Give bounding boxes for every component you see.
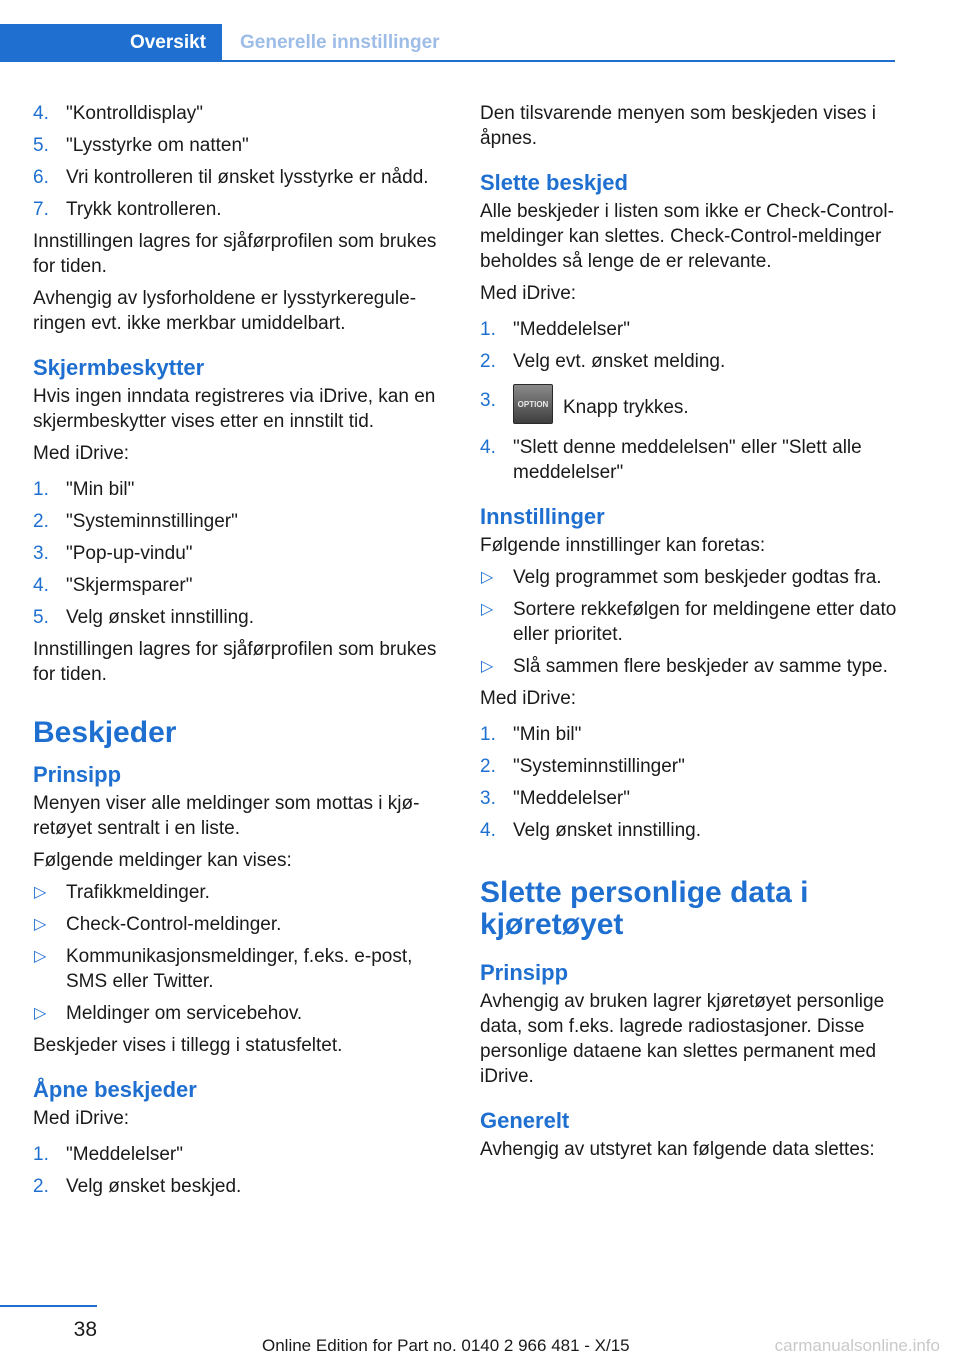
paragraph: Følgende innstillinger kan foretas: — [480, 535, 766, 556]
list-item: ▷ Slå sammen flere beskjeder av samme type. — [481, 656, 888, 677]
list-item: 3. "Pop-up-vindu" — [33, 543, 193, 564]
paragraph: Følgende meldinger kan vises: — [33, 850, 292, 871]
steps-delete — [480, 317, 900, 485]
triangle-bullet-icon: ▷ — [481, 601, 494, 618]
steps-brightness — [33, 101, 451, 222]
steps-settings — [480, 722, 900, 843]
right-column — [480, 101, 900, 1169]
triangle-bullet-icon: ▷ — [34, 948, 47, 965]
bullets-settings — [480, 565, 900, 679]
tab-oversikt[interactable]: Oversikt — [0, 24, 222, 62]
heading-principle-2: Prinsipp — [480, 960, 569, 985]
left-column — [33, 101, 451, 1206]
list-item: 2. Velg ønsket beskjed. — [33, 1176, 242, 1197]
list-item: 6. Vri kontrolleren til ønsket lysstyrke er nådd. — [33, 167, 429, 188]
triangle-bullet-icon: ▷ — [34, 916, 47, 933]
list-item: ▷ Trafikkmeldinger. — [34, 882, 210, 903]
list-item: ▷ Velg programmet som beskjeder godtas fra. — [481, 567, 882, 588]
header-divider — [0, 60, 895, 62]
list-item: ▷ Sortere rekkefølgen for meldingene etter dato eller prioritet. — [481, 599, 897, 645]
paragraph: Med iDrive: — [33, 443, 130, 464]
paragraph: Menyen viser alle meldinger som mottas i kjøretøyet sentralt i en liste. — [33, 793, 420, 839]
heading-general: Generelt — [480, 1108, 570, 1133]
paragraph: Avhengig av utstyret kan følgende data slettes: — [480, 1139, 875, 1160]
list-item: 1. "Min bil" — [33, 479, 135, 500]
list-item: 4. "Skjermsparer" — [33, 575, 193, 596]
header-tabs — [0, 24, 895, 62]
tab-generelle-innstillinger[interactable]: Generelle innstillinger — [240, 32, 440, 53]
footer-divider — [0, 1305, 97, 1307]
list-item: ▷ Kommunikasjonsmeldinger, f.eks. e-post, SMS eller Twitter. — [34, 946, 413, 992]
list-item: 1. "Meddelelser" — [480, 319, 630, 340]
paragraph: Avhengig av bruken lagrer kjøretøyet personlige data, som f.eks. lagrede radiostasjoner. Disse personlige dataene kan slettes permanent med iDrive. — [480, 991, 885, 1087]
paragraph: Med iDrive: — [33, 1108, 130, 1129]
steps-screensaver — [33, 477, 451, 630]
heading-settings: Innstillinger — [480, 504, 605, 529]
triangle-bullet-icon: ▷ — [481, 569, 494, 586]
edition-footer: Online Edition for Part no. 0140 2 966 481 - X/15 — [262, 1336, 630, 1355]
list-item: 7. Trykk kontrolleren. — [33, 199, 222, 220]
list-item: ▷ Meldinger om servicebehov. — [34, 1003, 303, 1024]
paragraph: Innstillingen lagres for sjåførprofilen som brukes for tiden. — [33, 639, 437, 685]
heading-principle: Prinsipp — [33, 762, 122, 787]
list-item: 3. OPTION Knapp trykkes. — [480, 388, 900, 428]
list-item: 5. "Lysstyrke om natten" — [33, 135, 249, 156]
list-item: 1. "Meddelelser" — [33, 1144, 183, 1165]
heading-screensaver: Skjermbeskytter — [33, 355, 205, 380]
triangle-bullet-icon: ▷ — [34, 884, 47, 901]
paragraph: Med iDrive: — [480, 283, 577, 304]
watermark: carmanualsonline.info — [774, 1336, 940, 1355]
heading-open-messages: Åpne beskjeder — [33, 1077, 197, 1102]
steps-open — [33, 1142, 451, 1199]
list-item: 4. "Slett denne meddelelsen" eller "Slett alle meddelelser" — [480, 437, 862, 483]
heading-delete-message: Slette beskjed — [480, 170, 628, 195]
heading-messages: Beskjeder — [33, 716, 177, 749]
paragraph: Innstillingen lagres for sjåførprofilen som brukes for tiden. — [33, 231, 437, 277]
paragraph: Med iDrive: — [480, 688, 577, 709]
list-item: 5. Velg ønsket innstilling. — [33, 607, 254, 628]
paragraph: Beskjeder vises i tillegg i statusfeltet. — [33, 1035, 343, 1056]
paragraph: Den tilsvarende menyen som beskjeden vises i åpnes. — [480, 103, 877, 149]
paragraph: Avhengig av lysforholdene er lysstyrkereguleringen evt. ikke merkbar umiddelbart. — [33, 288, 417, 334]
list-item: 4. Velg ønsket innstilling. — [480, 820, 701, 841]
bullets-messages — [33, 880, 451, 1026]
page-number: 38 — [73, 1318, 97, 1341]
list-item: 2. Velg evt. ønsket melding. — [480, 351, 726, 372]
list-item: 4. "Kontrolldisplay" — [33, 103, 204, 124]
triangle-bullet-icon: ▷ — [481, 658, 494, 675]
list-item: ▷ Check-Control-meldinger. — [34, 914, 282, 935]
paragraph: Alle beskjeder i listen som ikke er Check-Control-meldinger kan slettes. Check-Control-meldinger beholdes så lenge de er relevante. — [480, 201, 894, 272]
list-item: 3. "Meddelelser" — [480, 788, 630, 809]
heading-delete-personal-data: Slette personlige data i kjøretøyet — [480, 876, 809, 941]
paragraph: Hvis ingen inndata registreres via iDrive, kan en skjermbeskytter vises etter en innstilt tid. — [33, 386, 436, 432]
triangle-bullet-icon: ▷ — [34, 1005, 47, 1022]
option-button-icon: OPTION — [513, 384, 553, 424]
list-item: 1. "Min bil" — [480, 724, 582, 745]
list-item: 2. "Systeminnstillinger" — [480, 756, 685, 777]
list-item: 2. "Systeminnstillinger" — [33, 511, 238, 532]
